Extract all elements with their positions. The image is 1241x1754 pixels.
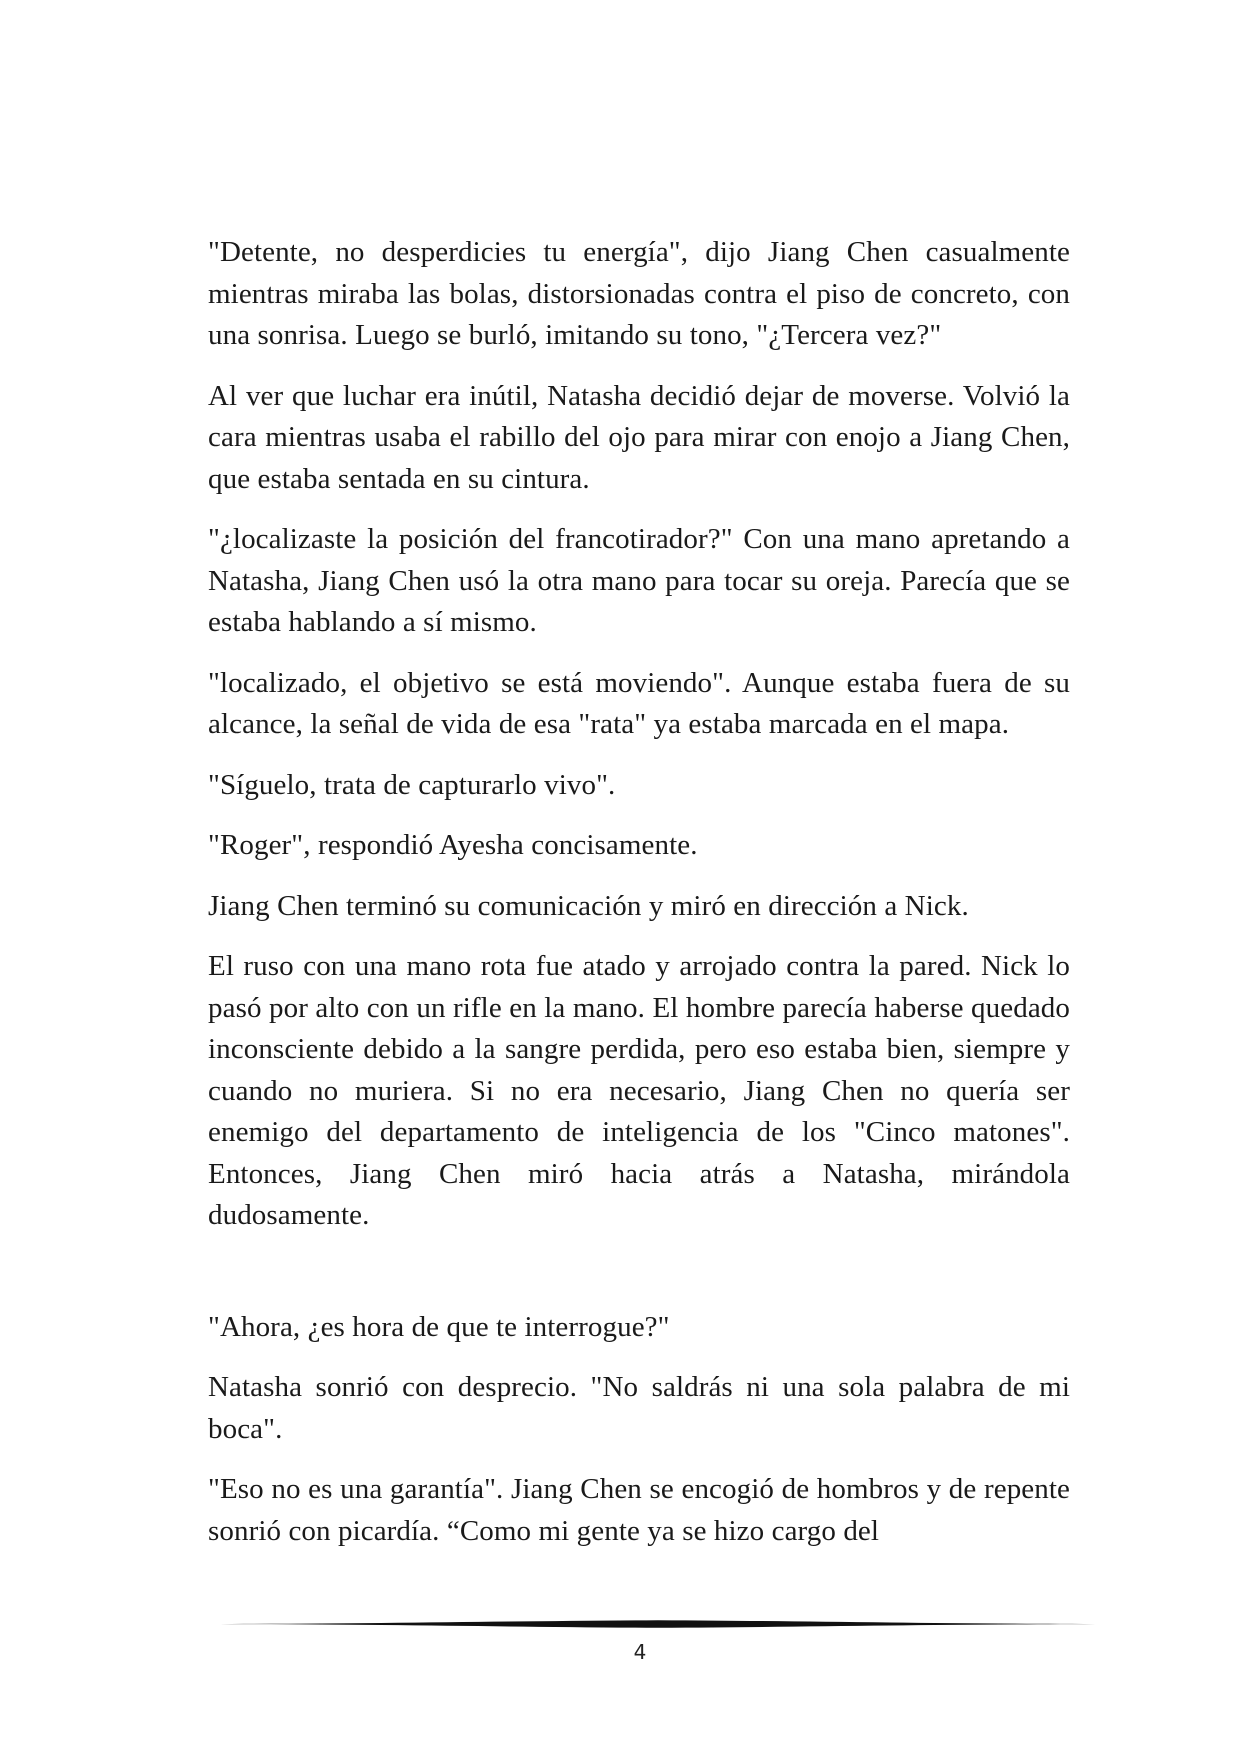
paragraph-11: "Eso no es una garantía". Jiang Chen se encogió de hombros y de repente sonrió con picardía. “Como mi gente ya se hizo cargo del: [208, 1473, 1070, 1547]
paragraph-2: Al ver que luchar era inútil, Natasha decidió dejar de moverse. Volvió la cara mientras usaba el rabillo del ojo para mirar con enojo a Jiang Chen, que estaba sentada en su cintura.: [208, 379, 1070, 495]
footer-rule: [208, 1618, 1108, 1630]
paragraph-4: "localizado, el objetivo se está moviendo". Aunque estaba fuera de su alcance, la señal de vida de esa "rata" ya estaba marcada en el mapa.: [208, 666, 1070, 740]
paragraph-8: El ruso con una mano rota fue atado y arrojado contra la pared. Nick lo pasó por alto con un rifle en la mano. El hombre parecía haberse quedado inconsciente debido a la sangre perdida, pero eso estaba bien, siempre y cuando no muriera. Si no era necesario, Jiang Chen no quería ser enemigo del departamento de inteligencia de los "Cinco matones". Entonces, Jiang Chen miró hacia atrás a Natasha, mirándola dudosamente.: [208, 950, 1070, 1231]
paragraph-7: Jiang Chen terminó su comunicación y miró en dirección a Nick.: [208, 889, 969, 922]
paragraph-3: "¿localizaste la posición del francotirador?" Con una mano apretando a Natasha, Jiang Chen usó la otra mano para tocar su oreja. Parecía que se estaba hablando a sí mismo.: [208, 523, 1070, 638]
body-text: [208, 232, 1070, 1571]
paragraph-1: "Detente, no desperdicies tu energía", dijo Jiang Chen casualmente mientras miraba las bolas, distorsionadas contra el piso de concreto, con una sonrisa. Luego se burló, imitando su tono, "¿Tercera vez?": [208, 236, 1070, 351]
paragraph-5: "Síguelo, trata de capturarlo vivo".: [208, 768, 616, 801]
paragraph-9: "Ahora, ¿es hora de que te interrogue?": [208, 1310, 670, 1343]
paragraph-10: Natasha sonrió con desprecio. "No saldrás ni una sola palabra de mi boca".: [208, 1371, 1070, 1445]
paragraph-6: "Roger", respondió Ayesha concisamente.: [208, 829, 698, 861]
page-number: 4: [633, 1640, 647, 1664]
